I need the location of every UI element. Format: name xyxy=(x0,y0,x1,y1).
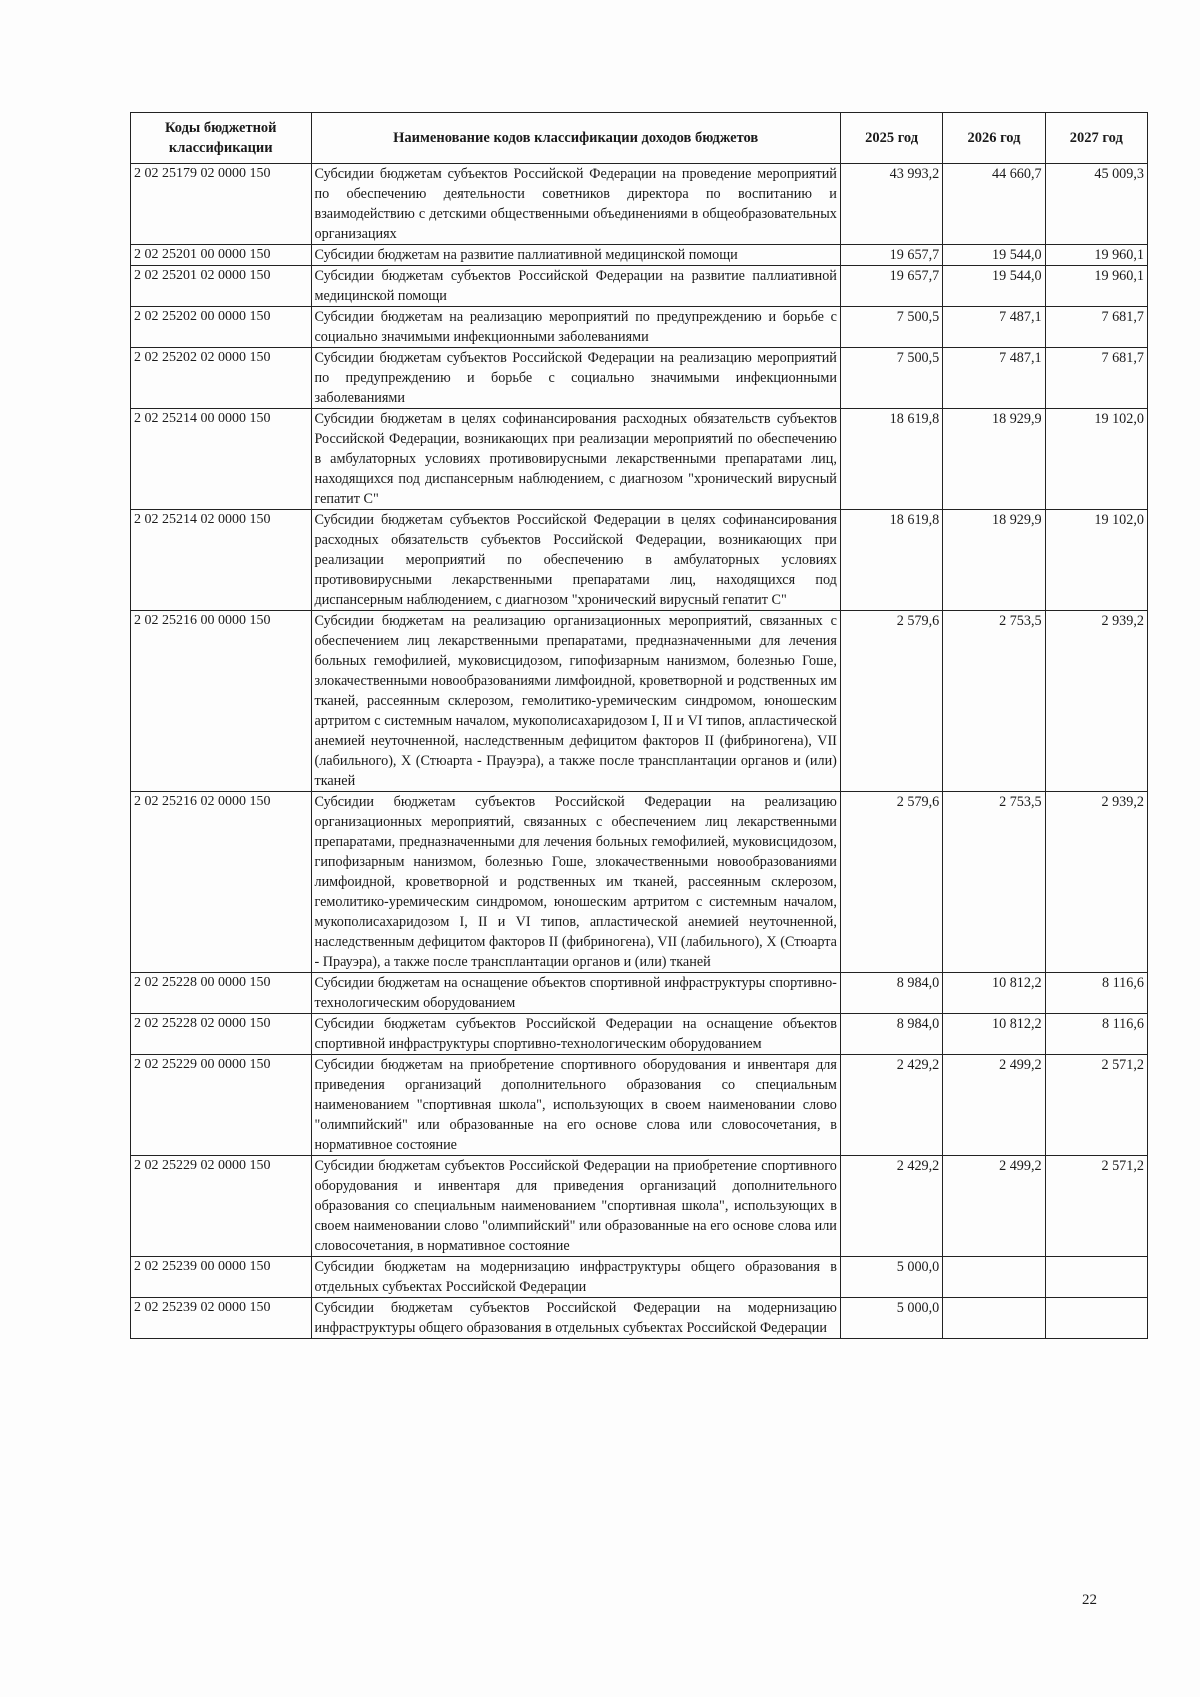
code-cell: 2 02 25228 02 0000 150 xyxy=(131,1014,312,1055)
code-cell: 2 02 25202 02 0000 150 xyxy=(131,348,312,409)
value-2025-cell: 5 000,0 xyxy=(840,1257,942,1298)
table-row xyxy=(131,348,1148,409)
code-cell: 2 02 25202 00 0000 150 xyxy=(131,307,312,348)
value-2027-cell: 2 571,2 xyxy=(1045,1055,1147,1156)
value-2026-cell: 19 544,0 xyxy=(943,266,1045,307)
table-row xyxy=(131,1014,1148,1055)
value-2027-cell: 2 571,2 xyxy=(1045,1156,1147,1257)
table-body xyxy=(131,164,1148,1339)
header-code: Коды бюджетной классификации xyxy=(131,113,312,164)
value-2027-cell xyxy=(1045,1257,1147,1298)
value-2025-cell: 2 429,2 xyxy=(840,1156,942,1257)
name-cell: Субсидии бюджетам на приобретение спортивного оборудования и инвентаря для приведения организаций дополнительного образования со специальным наименованием "спортивная школа", использующих в своем наименовании слово "олимпийский" или образованные на его основе слова или словосочетания, в нормативное состояние xyxy=(311,1055,840,1156)
name-cell: Субсидии бюджетам субъектов Российской Федерации на проведение мероприятий по обеспечению деятельности советников директора по воспитанию и взаимодействию с детскими общественными объединениями в общеобразовательных организациях xyxy=(311,164,840,245)
value-2027-cell: 19 102,0 xyxy=(1045,409,1147,510)
value-2026-cell: 2 753,5 xyxy=(943,611,1045,792)
value-2025-cell: 8 984,0 xyxy=(840,1014,942,1055)
code-cell: 2 02 25239 02 0000 150 xyxy=(131,1298,312,1339)
value-2025-cell: 2 429,2 xyxy=(840,1055,942,1156)
header-name: Наименование кодов классификации доходов бюджетов xyxy=(311,113,840,164)
code-cell: 2 02 25201 00 0000 150 xyxy=(131,245,312,266)
value-2027-cell: 7 681,7 xyxy=(1045,307,1147,348)
value-2026-cell: 10 812,2 xyxy=(943,1014,1045,1055)
value-2026-cell xyxy=(943,1298,1045,1339)
name-cell: Субсидии бюджетам на реализацию организационных мероприятий, связанных с обеспечением лиц лекарственными препаратами, предназначенными для лечения больных гемофилией, муковисцидозом, гипофизарным нанизмом, болезнью Гоше, злокачественными новообразованиями лимфоидной, кроветворной и родственных им тканей, рассеянным склерозом, гемолитико-уремическим синдромом, юношеским артритом с системным началом, мукополисахаридозом I, II и VI типов, апластической анемией неуточненной, наследственным дефицитом факторов II (фибриногена), VII (лабильного), X (Стюарта - Прауэра), а также после трансплантации органов и (или) тканей xyxy=(311,611,840,792)
value-2027-cell: 2 939,2 xyxy=(1045,611,1147,792)
name-cell: Субсидии бюджетам субъектов Российской Федерации на приобретение спортивного оборудования и инвентаря для приведения организаций дополнительного образования со специальным наименованием "спортивная школа", использующих в своем наименовании слово "олимпийский" или образованные на его основе слова или словосочетания, в нормативное состояние xyxy=(311,1156,840,1257)
value-2025-cell: 18 619,8 xyxy=(840,510,942,611)
table-row xyxy=(131,611,1148,792)
table-row xyxy=(131,1298,1148,1339)
name-cell: Субсидии бюджетам субъектов Российской Федерации на модернизацию инфраструктуры общего образования в отдельных субъектах Российской Федерации xyxy=(311,1298,840,1339)
table-row xyxy=(131,1055,1148,1156)
value-2027-cell: 19 960,1 xyxy=(1045,245,1147,266)
name-cell: Субсидии бюджетам субъектов Российской Федерации на реализацию организационных мероприятий, связанных с обеспечением лиц лекарственными препаратами, предназначенными для лечения больных гемофилией, муковисцидозом, гипофизарным нанизмом, болезнью Гоше, злокачественными новообразованиями лимфоидной, кроветворной и родственных им тканей, рассеянным склерозом, гемолитико-уремическим синдромом, юношеским артритом с системным началом, мукополисахаридозом I, II и VI типов, апластической анемией неуточненной, наследственным дефицитом факторов II (фибриногена), VII (лабильного), X (Стюарта - Прауэра), а также после трансплантации органов и (или) тканей xyxy=(311,792,840,973)
name-cell: Субсидии бюджетам субъектов Российской Федерации на реализацию мероприятий по предупреждению и борьбе с социально значимыми инфекционными заболеваниями xyxy=(311,348,840,409)
value-2027-cell: 19 960,1 xyxy=(1045,266,1147,307)
header-2025: 2025 год xyxy=(840,113,942,164)
value-2025-cell: 8 984,0 xyxy=(840,973,942,1014)
name-cell: Субсидии бюджетам на модернизацию инфраструктуры общего образования в отдельных субъектах Российской Федерации xyxy=(311,1257,840,1298)
name-cell: Субсидии бюджетам на развитие паллиативной медицинской помощи xyxy=(311,245,840,266)
value-2026-cell: 2 499,2 xyxy=(943,1055,1045,1156)
value-2026-cell: 19 544,0 xyxy=(943,245,1045,266)
value-2026-cell: 7 487,1 xyxy=(943,348,1045,409)
value-2026-cell: 2 499,2 xyxy=(943,1156,1045,1257)
table-row xyxy=(131,266,1148,307)
code-cell: 2 02 25179 02 0000 150 xyxy=(131,164,312,245)
code-cell: 2 02 25228 00 0000 150 xyxy=(131,973,312,1014)
code-cell: 2 02 25216 02 0000 150 xyxy=(131,792,312,973)
value-2026-cell xyxy=(943,1257,1045,1298)
value-2025-cell: 19 657,7 xyxy=(840,245,942,266)
name-cell: Субсидии бюджетам субъектов Российской Федерации на развитие паллиативной медицинской помощи xyxy=(311,266,840,307)
table-header xyxy=(131,113,1148,164)
table-row xyxy=(131,1156,1148,1257)
code-cell: 2 02 25229 02 0000 150 xyxy=(131,1156,312,1257)
value-2026-cell: 7 487,1 xyxy=(943,307,1045,348)
table-row xyxy=(131,510,1148,611)
value-2027-cell: 19 102,0 xyxy=(1045,510,1147,611)
value-2026-cell: 18 929,9 xyxy=(943,510,1045,611)
name-cell: Субсидии бюджетам на реализацию мероприятий по предупреждению и борьбе с социально значимыми инфекционными заболеваниями xyxy=(311,307,840,348)
value-2026-cell: 18 929,9 xyxy=(943,409,1045,510)
value-2025-cell: 7 500,5 xyxy=(840,307,942,348)
value-2027-cell: 7 681,7 xyxy=(1045,348,1147,409)
value-2025-cell: 18 619,8 xyxy=(840,409,942,510)
table-row xyxy=(131,1257,1148,1298)
value-2026-cell: 10 812,2 xyxy=(943,973,1045,1014)
table-row xyxy=(131,792,1148,973)
name-cell: Субсидии бюджетам в целях софинансирования расходных обязательств субъектов Российской Федерации, возникающих при реализации мероприятий по обеспечению в амбулаторных условиях противовирусными лекарственными препаратами лиц, находящихся под диспансерным наблюдением, с диагнозом "хронический вирусный гепатит C" xyxy=(311,409,840,510)
value-2027-cell: 8 116,6 xyxy=(1045,973,1147,1014)
value-2025-cell: 7 500,5 xyxy=(840,348,942,409)
code-cell: 2 02 25201 02 0000 150 xyxy=(131,266,312,307)
value-2025-cell: 43 993,2 xyxy=(840,164,942,245)
code-cell: 2 02 25214 02 0000 150 xyxy=(131,510,312,611)
table-row xyxy=(131,307,1148,348)
value-2025-cell: 19 657,7 xyxy=(840,266,942,307)
table-row xyxy=(131,973,1148,1014)
code-cell: 2 02 25239 00 0000 150 xyxy=(131,1257,312,1298)
value-2026-cell: 44 660,7 xyxy=(943,164,1045,245)
table-row xyxy=(131,409,1148,510)
table-row xyxy=(131,164,1148,245)
value-2025-cell: 2 579,6 xyxy=(840,792,942,973)
budget-table xyxy=(130,112,1148,1339)
header-row xyxy=(131,113,1148,164)
header-2027: 2027 год xyxy=(1045,113,1147,164)
table-row xyxy=(131,245,1148,266)
code-cell: 2 02 25214 00 0000 150 xyxy=(131,409,312,510)
value-2025-cell: 5 000,0 xyxy=(840,1298,942,1339)
page-number: 22 xyxy=(1082,1592,1097,1608)
value-2027-cell: 8 116,6 xyxy=(1045,1014,1147,1055)
value-2027-cell xyxy=(1045,1298,1147,1339)
value-2027-cell: 45 009,3 xyxy=(1045,164,1147,245)
header-2026: 2026 год xyxy=(943,113,1045,164)
value-2025-cell: 2 579,6 xyxy=(840,611,942,792)
value-2027-cell: 2 939,2 xyxy=(1045,792,1147,973)
name-cell: Субсидии бюджетам субъектов Российской Федерации на оснащение объектов спортивной инфраструктуры спортивно-технологическим оборудованием xyxy=(311,1014,840,1055)
name-cell: Субсидии бюджетам на оснащение объектов спортивной инфраструктуры спортивно-технологическим оборудованием xyxy=(311,973,840,1014)
value-2026-cell: 2 753,5 xyxy=(943,792,1045,973)
code-cell: 2 02 25229 00 0000 150 xyxy=(131,1055,312,1156)
code-cell: 2 02 25216 00 0000 150 xyxy=(131,611,312,792)
name-cell: Субсидии бюджетам субъектов Российской Федерации в целях софинансирования расходных обязательств субъектов Российской Федерации, возникающих при реализации мероприятий по обеспечению в амбулаторных условиях противовирусными лекарственными препаратами лиц, находящихся под диспансерным наблюдением, с диагнозом "хронический вирусный гепатит C" xyxy=(311,510,840,611)
